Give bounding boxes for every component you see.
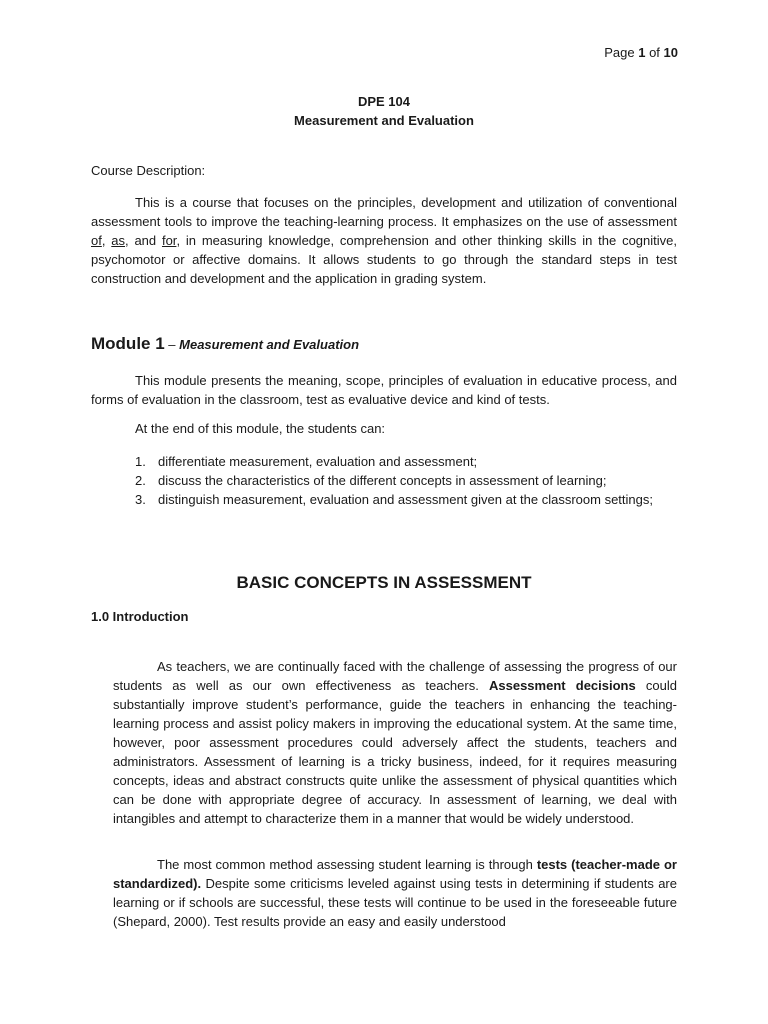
course-description-text: This is a course that focuses on the principles, development and utilization of conventional assessment tools to improve the teaching-learning process. It emphasizes on the use of assessment of, as, and for, in measuring knowledge, comprehension and other thinking skills in the cognitive, psychomotor or affective domains. It allows students to go through the standard steps in test construction and development and the application in grading system.: [91, 195, 677, 286]
course-title: Measurement and Evaluation: [294, 113, 474, 128]
module-intro: This module presents the meaning, scope, principles of evaluation in educative process, and forms of evaluation in the classroom, test as evaluative device and kind of tests.: [91, 373, 677, 407]
intro-paragraph-1: As teachers, we are continually faced with the challenge of assessing the progress of our students as well as our own effectiveness as teachers. Assessment decisions could substantially improve student’s performance, guide the teachers in enhancing the teaching-learning process and assist policy makers in improving the educational system. At the same time, however, poor assessment procedures could adversely affect the students, teachers and administrators. Assessment of learning is a tricky business, indeed, for it requires measuring concepts, ideas and abstract constructs quite unlike the assessment of physical quantities which can be done with appropriate degree of accuracy. In assessment of learning, we deal with intangibles and attempt to characterize them in a manner that would be widely understood.: [113, 659, 677, 826]
page-total: 10: [663, 45, 678, 60]
intro-paragraph-2: The most common method assessing student learning is through tests (teacher-made or standardized). Despite some criticisms leveled against using tests in determining if students are learning or if schools are successful, these tests will continue to be used in the foreseeable future (Shepard, 2000). Test results provide an easy and easily understood: [113, 857, 677, 929]
objectives-list: [135, 452, 677, 509]
list-item: 2. discuss the characteristics of the different concepts in assessment of learning;: [135, 473, 607, 488]
page-number: [604, 45, 678, 60]
bold-assessment-decisions: Assessment decisions: [489, 678, 636, 693]
underlined-of: of: [91, 233, 102, 248]
section-heading: BASIC CONCEPTS IN ASSESSMENT: [236, 573, 532, 592]
course-code: DPE 104: [357, 94, 411, 109]
course-description-label: Course Description:: [91, 163, 206, 178]
module-heading: Module 1 – Measurement and Evaluation: [91, 334, 360, 353]
subsection-heading: 1.0 Introduction: [91, 609, 189, 624]
bold-tests: tests (teacher-made or standardized).: [113, 857, 677, 891]
underlined-as: as: [111, 233, 126, 248]
module-title: Module 1: [91, 334, 165, 353]
list-item: 1. differentiate measurement, evaluation and assessment;: [135, 454, 478, 469]
module-subtitle: Measurement and Evaluation: [179, 337, 360, 352]
module-lead: At the end of this module, the students can:: [135, 421, 386, 436]
list-item: 3. distinguish measurement, evaluation and assessment given at the classroom settings;: [135, 492, 653, 507]
page-of: of: [649, 45, 660, 60]
page-current: 1: [638, 45, 646, 60]
underlined-for: for: [161, 233, 177, 248]
page-label: Page: [604, 45, 635, 60]
